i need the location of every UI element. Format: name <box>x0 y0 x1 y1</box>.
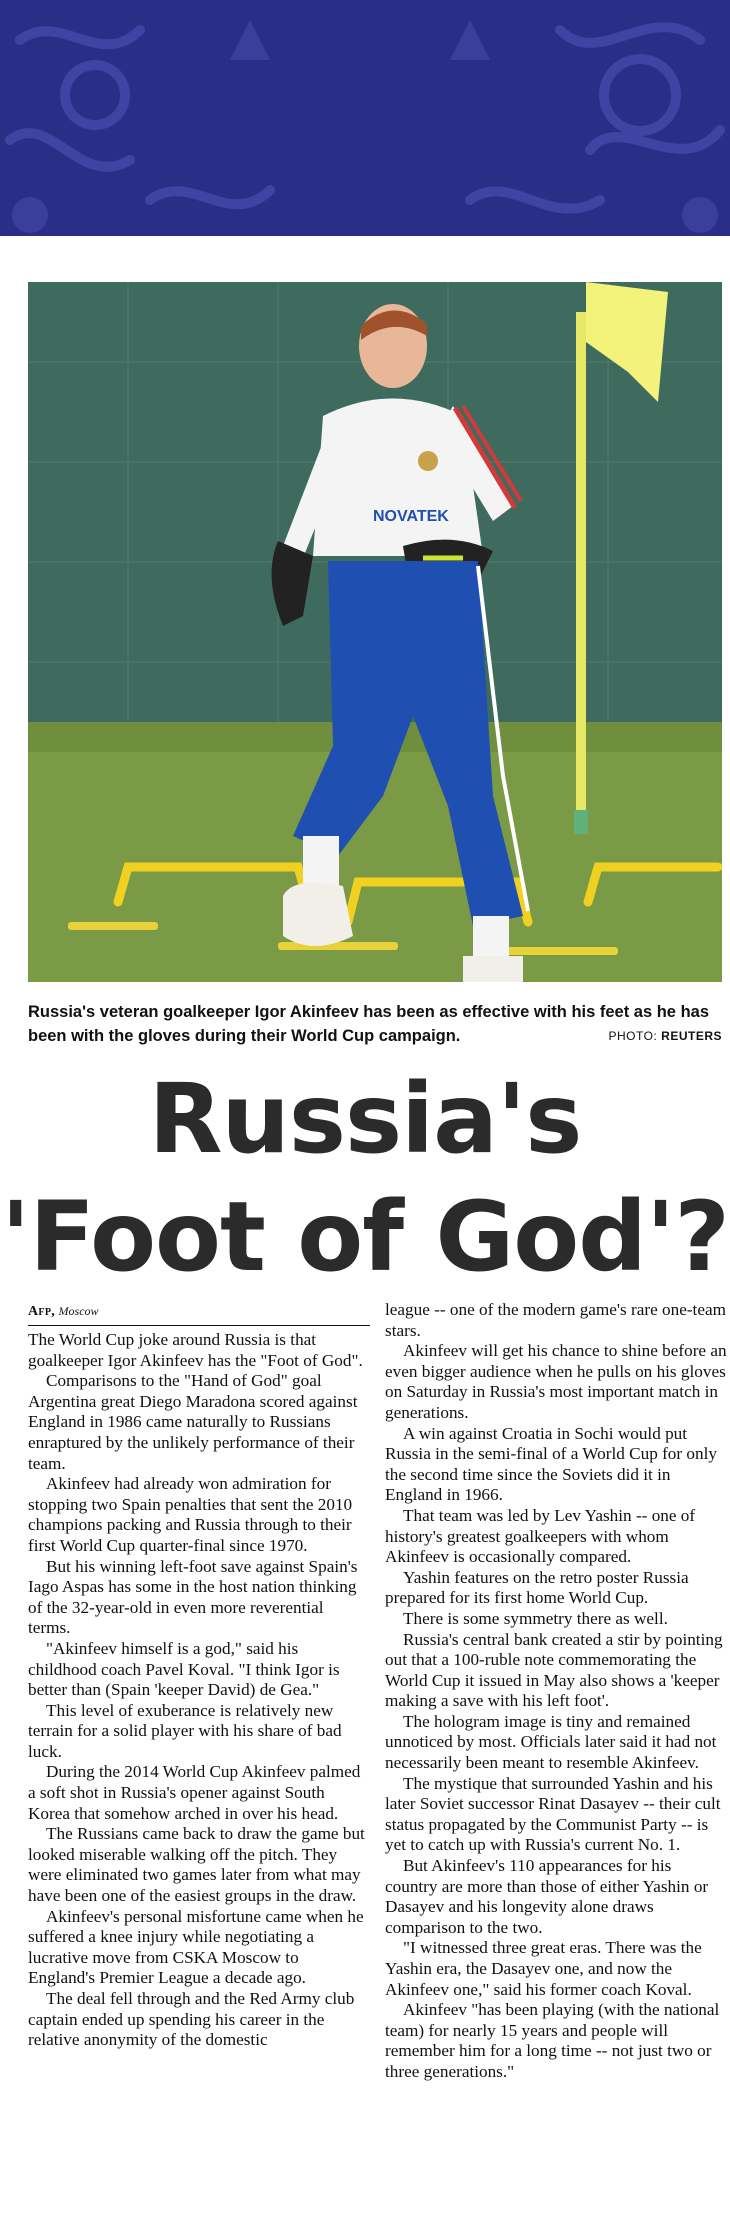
article-column-left <box>28 1300 370 2051</box>
paragraph: Akinfeev will get his chance to shine before an even bigger audience when he pulls on his gloves on Saturday in Russia's most important match in generations. <box>385 1341 727 1422</box>
byline-agency: Afp, <box>28 1304 56 1319</box>
paragraph: That team was led by Lev Yashin -- one of history's greatest goalkeepers with whom Akinfeev is occasionally compared. <box>385 1505 696 1567</box>
credit-source: REUTERS <box>661 1029 722 1043</box>
paragraph: A win against Croatia in Sochi would put Russia in the semi-final of a World Cup for only the second time since the Soviets did it in England in 1966. <box>385 1423 717 1505</box>
paragraph: "I witnessed three great eras. There was the Yashin era, the Dasayev one, and now the Akinfeev one," said his former coach Koval. <box>385 1938 702 1999</box>
paragraph: Yashin features on the retro poster Russia prepared for its first home World Cup. <box>385 1567 689 1608</box>
paragraph: This level of exuberance is relatively new terrain for a solid player with his share of bad luck. <box>28 1700 342 1761</box>
paragraph: The mystique that surrounded Yashin and his later Soviet successor Rinat Dasayev -- their cult status propagated by the Communist Party -- is yet to catch up with Russia's current No. 1. <box>385 1773 721 1855</box>
player-figure <box>223 296 553 982</box>
shirt-sponsor-text: NOVATEK <box>373 508 449 525</box>
article-column-right <box>385 1300 727 2083</box>
paragraph: Akinfeev "has been playing (with the national team) for nearly 15 years and people will remember him for a long time -- not just two or three generations." <box>385 2000 720 2081</box>
news-photo <box>28 282 722 982</box>
headline-line-2: 'Foot of God'? <box>1 1181 729 1293</box>
paragraph: Akinfeev had already won admiration for stopping two Spain penalties that sent the 2010 champions packing and Russia through to their first World Cup quarter-final since 1970. <box>28 1474 353 1555</box>
paragraph: "Akinfeev himself is a god," said his childhood coach Pavel Koval. "I think Igor is better than (Spain 'keeper David) de Gea." <box>28 1638 340 1700</box>
byline <box>28 1300 370 1326</box>
header-banner <box>0 0 730 236</box>
paragraph: The World Cup joke around Russia is that goalkeeper Igor Akinfeev has the "Foot of God". <box>28 1330 363 1370</box>
paragraph: Russia's central bank created a stir by pointing out that a 100-ruble note commemorating the World Cup it issued in May also shows a 'keeper making a save with his left foot'. <box>385 1629 723 1711</box>
paragraph-continuation: league -- one of the modern game's rare one-team stars. <box>385 1300 726 1340</box>
paragraph: Comparisons to the "Hand of God" goal Argentina great Diego Maradona scored against England in 1986 came naturally to Russians enraptured by the unlikely performance of their team. <box>28 1371 358 1473</box>
banner-ornament <box>0 0 730 236</box>
paragraph: But his winning left-foot save against Spain's Iago Aspas has some in the host nation thinking of the 32-year-old in even more reverential terms. <box>28 1556 358 1638</box>
photo-credit <box>609 1024 722 1048</box>
headline-line-1: Russia's <box>148 1063 582 1175</box>
paragraph: The hologram image is tiny and remained unnoticed by most. Officials later said it had not necessarily been meant to resemble Akinfeev. <box>385 1711 717 1773</box>
paragraph: The deal fell through and the Red Army club captain ended up spending his career in the relative anonymity of the domestic <box>28 1989 355 2050</box>
byline-place: Moscow <box>58 1304 99 1318</box>
paragraph: There is some symmetry there as well. <box>403 1608 668 1628</box>
caption-text: Russia's veteran goalkeeper Igor Akinfeev has been as effective with his feet as he has been with the gloves during their World Cup campaign. <box>28 1003 710 1045</box>
paragraph: During the 2014 World Cup Akinfeev palmed a soft shot in Russia's opener against South Korea that somehow arched in over his head. <box>28 1762 361 1823</box>
credit-label: PHOTO: <box>608 1029 658 1043</box>
headline <box>0 1060 730 1296</box>
paragraph: The Russians came back to draw the game but looked miserable walking off the pitch. They were eliminated two games later from what may have been one of the easiest groups in the draw. <box>28 1824 365 1906</box>
paragraph: Akinfeev's personal misfortune came when he suffered a knee injury while negotiating a lucrative move from CSKA Moscow to England's Premier League a decade ago. <box>28 1906 364 1988</box>
paragraph: But Akinfeev's 110 appearances for his country are more than those of either Yashin or Dasayev and his longevity alone draws comparison to the two. <box>385 1856 709 1937</box>
photo-caption <box>28 1000 722 1048</box>
